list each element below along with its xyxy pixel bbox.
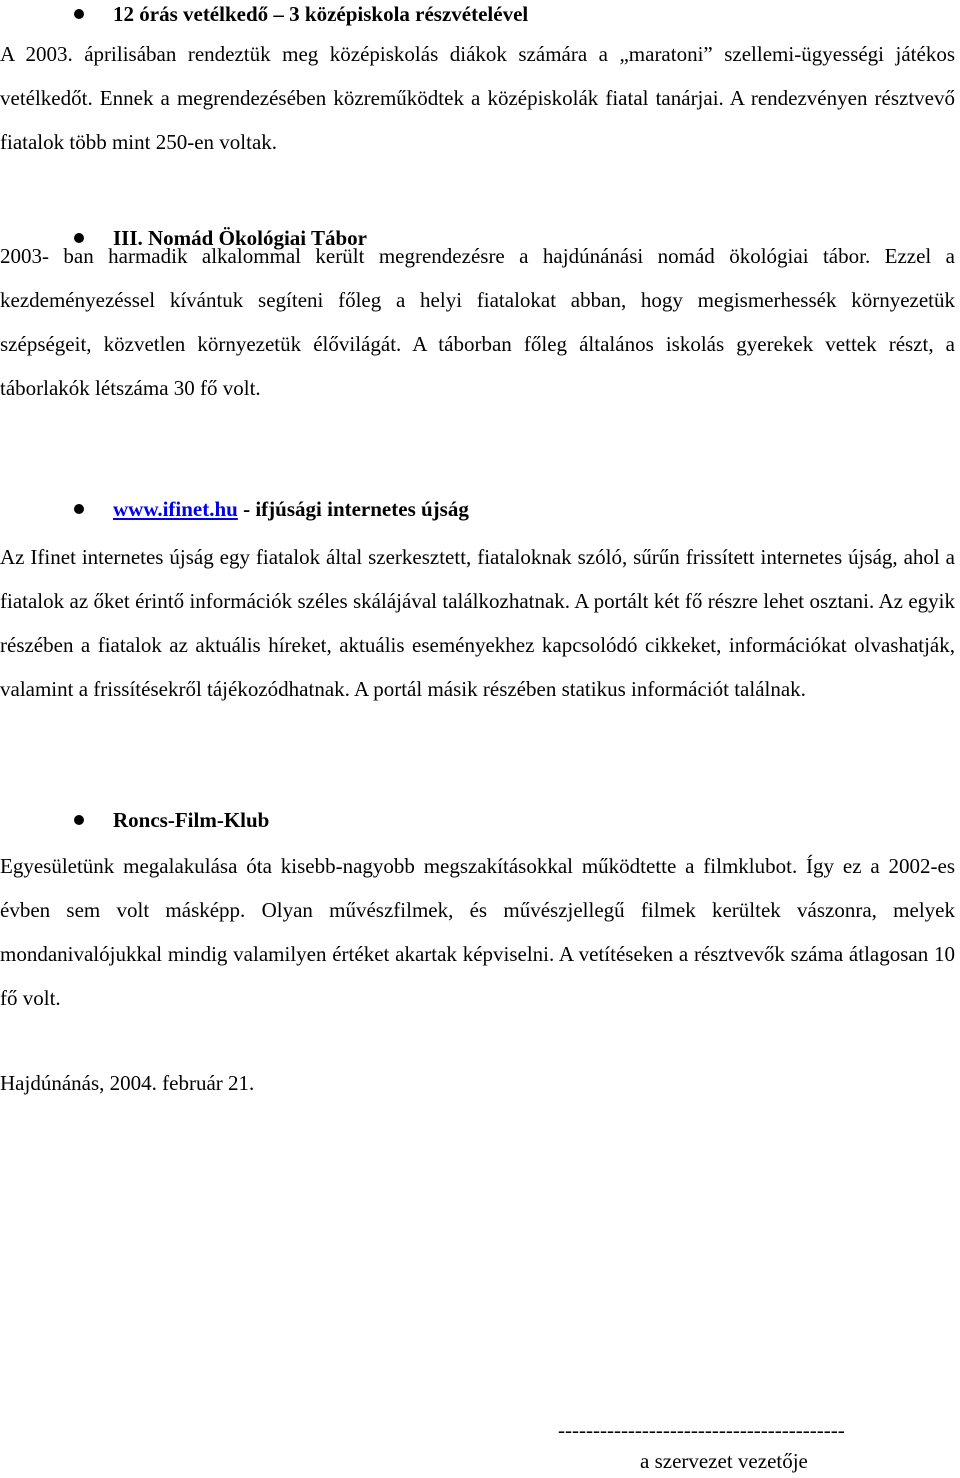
section-body-tabor: 2003- ban harmadik alkalommal került megrendezésre a hajdúnánási nomád ökológiai tábor. Ezzel a kezdeményezéssel kívántuk segíteni főleg a helyi fiatalokat abban, hogy megismerhessék környezetük szépségeit, közvetlen környezetük élővilágát. A táborban főleg általános iskolás gyerekek vettek részt, a táborlakók létszáma 30 fő volt. xyxy=(0,244,955,400)
ifinet-heading-rest: - ifjúsági internetes újság xyxy=(237,497,469,521)
section-heading-text: 12 órás vetélkedő – 3 középiskola részvételével xyxy=(113,2,529,26)
bullet-icon xyxy=(74,815,84,825)
bullet-icon xyxy=(74,9,84,19)
bullet-icon xyxy=(74,504,84,514)
place-date: Hajdúnánás, 2004. február 21. xyxy=(0,1071,255,1095)
section-heading-text: Roncs-Film-Klub xyxy=(113,808,270,832)
section-body-vetelkedo: A 2003. áprilisában rendeztük meg középiskolás diákok számára a „maratoni” szellemi-ügyességi játékos vetélkedőt. Ennek a megrendezésében közreműködtek a középiskolák fiatal tanárjai. A rendezvényen résztvevő fiatalok több mint 250-en voltak. xyxy=(0,42,955,154)
section-body-filmklub: Egyesületünk megalakulása óta kisebb-nagyobb megszakításokkal működtette a filmklubot. Így ez a 2002-es évben sem volt másképp. Olyan művészfilmek, és művészjellegű filmek kerültek vászonra, melyek mondanivalójukkal mindig valamilyen értéket akartak képviselni. A vetítéseken a résztvevők száma átlagosan 10 fő volt. xyxy=(0,854,955,1010)
ifinet-link[interactable]: www.ifinet.hu xyxy=(113,497,238,521)
section-body-ifinet: Az Ifinet internetes újság egy fiatalok által szerkesztett, fiataloknak szóló, sűrűn frissített internetes újság, ahol a fiatalok az őket érintő információk széles skálájával találkozhatnak. A portált két fő részre lehet osztani. Az egyik részében a fiatalok az aktuális híreket, aktuális eseményekhez kapcsolódó cikkeket, információkat olvashatják, valamint a frissítésekről tájékozódhatnak. A portál másik részében statikus információt találnak. xyxy=(0,545,955,701)
section-heading-text: III. Nomád Ökológiai Tábor xyxy=(113,226,367,250)
signature-line: ----------------------------------------- xyxy=(558,1418,845,1442)
section-heading-text xyxy=(113,497,469,521)
signature-label: a szervezet vezetője xyxy=(640,1449,808,1473)
